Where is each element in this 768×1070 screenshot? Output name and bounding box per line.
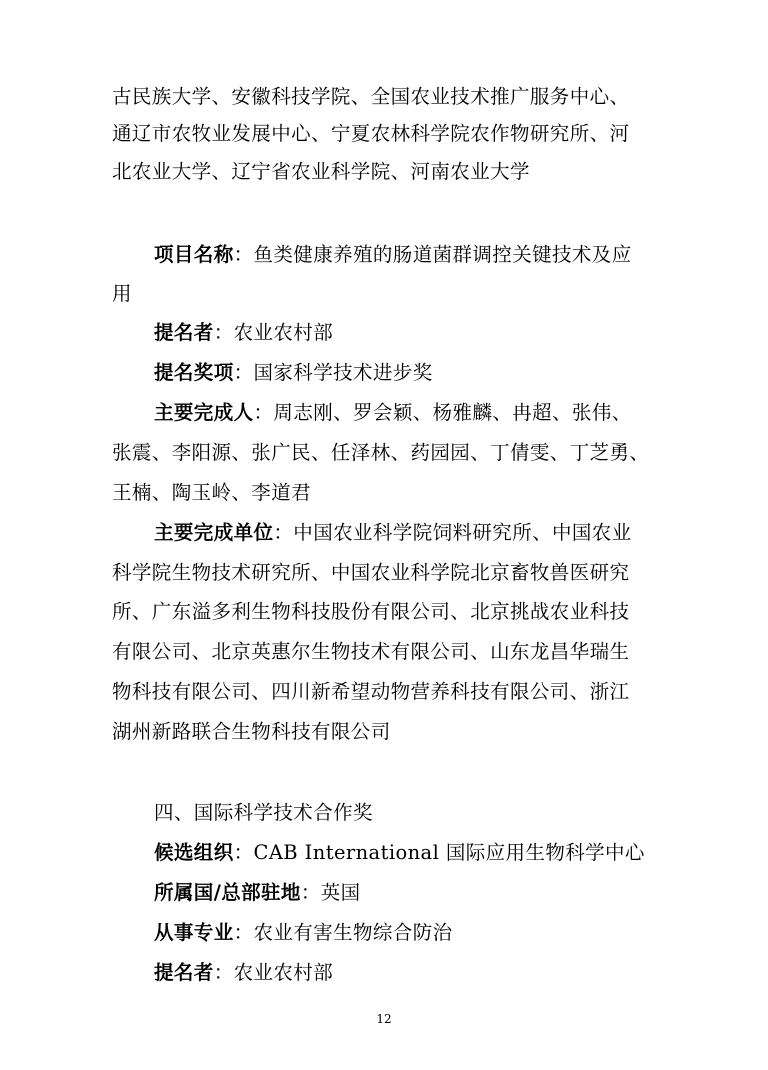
project-name-label: 项目名称 bbox=[154, 243, 234, 266]
section4-nominator-row bbox=[154, 960, 668, 986]
units-continuation: 物科技有限公司、四川新希望动物营养科技有限公司、浙江 bbox=[112, 680, 630, 703]
units-continuation: 有限公司、北京英惠尔生物技术有限公司、山东龙昌华瑞生 bbox=[112, 640, 630, 663]
project-name-value: ：鱼类健康养殖的肠道菌群调控关键技术及应 bbox=[233, 243, 632, 266]
candidate-value: ：CAB International 国际应用生物科学中心 bbox=[233, 841, 645, 864]
section-heading: 四、国际科学技术合作奖 bbox=[154, 801, 373, 824]
section4-nominator-value: ：农业农村部 bbox=[213, 961, 334, 984]
nominator-row bbox=[154, 320, 668, 346]
award-row bbox=[154, 360, 668, 386]
units-row bbox=[154, 520, 668, 546]
units-continuation: 所、广东溢多利生物科技股份有限公司、北京挑战农业科技 bbox=[112, 600, 630, 623]
country-value: ：英国 bbox=[300, 881, 361, 904]
project-name-continuation: 用 bbox=[112, 282, 132, 305]
field-row bbox=[154, 920, 668, 946]
section4-nominator-label: 提名者 bbox=[154, 961, 214, 984]
units-label: 主要完成单位 bbox=[154, 521, 274, 544]
page-number: 12 bbox=[376, 1012, 392, 1026]
body-text-line: 通辽市农牧业发展中心、宁夏农林科学院农作物研究所、河 bbox=[112, 122, 630, 145]
body-text-line: 古民族大学、安徽科技学院、全国农业技术推广服务中心、 bbox=[112, 85, 630, 108]
people-continuation: 张震、李阳源、张广民、任泽林、药园园、丁倩雯、丁芝勇、 bbox=[112, 441, 650, 464]
field-label: 从事专业 bbox=[154, 921, 234, 944]
units-continuation: 湖州新路联合生物科技有限公司 bbox=[112, 720, 391, 743]
field-value: ：农业有害生物综合防治 bbox=[233, 921, 453, 944]
award-label: 提名奖项 bbox=[154, 361, 234, 384]
award-value: ：国家科学技术进步奖 bbox=[233, 361, 433, 384]
units-value: ：中国农业科学院饲料研究所、中国农业 bbox=[273, 521, 632, 544]
nominator-value: ：农业农村部 bbox=[213, 321, 334, 344]
units-continuation: 科学院生物技术研究所、中国农业科学院北京畜牧兽医研究 bbox=[112, 561, 630, 584]
body-text-line: 北农业大学、辽宁省农业科学院、河南农业大学 bbox=[112, 160, 530, 183]
people-label: 主要完成人 bbox=[154, 401, 254, 424]
nominator-label: 提名者 bbox=[154, 321, 214, 344]
people-continuation: 王楠、陶玉岭、李道君 bbox=[112, 481, 312, 504]
project-name-row bbox=[154, 242, 668, 268]
country-label: 所属国/总部驻地 bbox=[154, 881, 301, 904]
country-row bbox=[154, 880, 668, 906]
people-value: ：周志刚、罗会颖、杨雅麟、冉超、张伟、 bbox=[253, 401, 632, 424]
candidate-label: 候选组织 bbox=[154, 841, 234, 864]
candidate-row bbox=[154, 840, 668, 866]
people-row bbox=[154, 400, 668, 426]
